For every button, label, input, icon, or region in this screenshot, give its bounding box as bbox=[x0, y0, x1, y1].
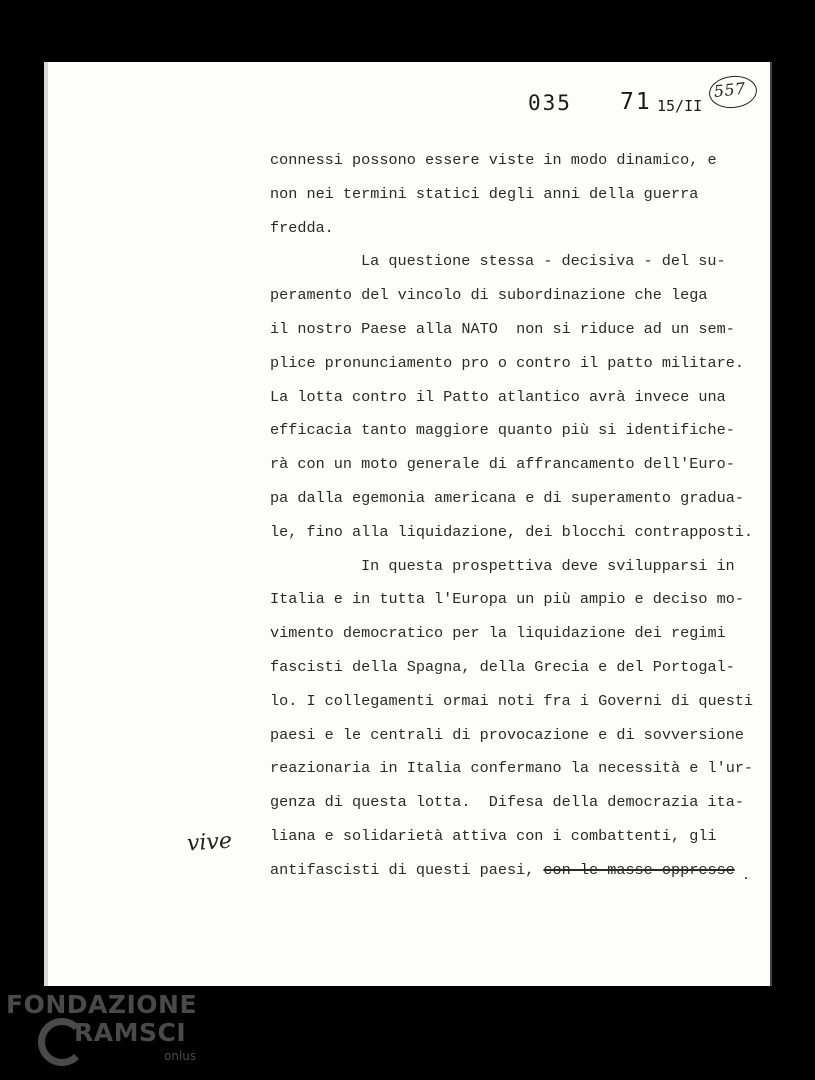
text-line: il nostro Paese alla NATO non si riduce ad un sem- bbox=[270, 319, 735, 338]
typed-text-body bbox=[270, 144, 765, 888]
text-line: pa dalla egemonia americana e di superamento gradua- bbox=[270, 488, 744, 507]
text-line: La lotta contro il Patto atlantico avrà invece una bbox=[270, 387, 726, 406]
text-line: peramento del vincolo di subordinazione che lega bbox=[270, 286, 708, 305]
text-line: paesi e le centrali di provocazione e di sovversione bbox=[270, 725, 744, 744]
page-number-035: 035 bbox=[528, 91, 572, 115]
logo-text-fondazione: FONDAZIONE bbox=[6, 990, 198, 1019]
text-line: In questa prospettiva deve svilupparsi in bbox=[361, 556, 735, 575]
text-line: genza di questa lotta. Difesa della democrazia ita- bbox=[270, 793, 744, 812]
text-line: lo. I collegamenti ormai noti fra i Governi di questi bbox=[270, 691, 754, 710]
text-line: efficacia tanto maggiore quanto più si identifiche- bbox=[270, 421, 735, 440]
text-line: La questione stessa - decisiva - del su- bbox=[361, 252, 726, 271]
text-line: vimento democratico per la liquidazione dei regimi bbox=[270, 624, 726, 643]
text-line: le, fino alla liquidazione, dei blocchi contrapposti. bbox=[270, 522, 754, 541]
fondazione-gramsci-logo bbox=[6, 990, 206, 1074]
struck-through-text: con le masse oppresse bbox=[543, 860, 735, 879]
text-line: non nei termini statici degli anni della guerra bbox=[270, 184, 699, 203]
text-line: liana e solidarietà attiva con i combattenti, gli bbox=[270, 826, 717, 845]
page-edge bbox=[44, 62, 48, 986]
text-line: fascisti della Spagna, della Grecia e del Portogal- bbox=[270, 657, 735, 676]
circled-number: 557 bbox=[712, 78, 747, 101]
last-line-text: antifascisti di questi paesi, bbox=[270, 860, 544, 879]
handwritten-margin-note: vive bbox=[186, 828, 233, 857]
page-number-15-ii: 15/II bbox=[657, 97, 703, 115]
text-line: reazionaria in Italia confermano la necessità e l'ur- bbox=[270, 759, 754, 778]
text-line-last bbox=[270, 854, 765, 888]
logo-text-gramsci: RAMSCI bbox=[74, 1018, 187, 1047]
text-line: Italia e in tutta l'Europa un più ampio e deciso mo- bbox=[270, 590, 744, 609]
stray-mark bbox=[745, 877, 747, 879]
text-line: fredda. bbox=[270, 218, 334, 237]
text-line: connessi possono essere viste in modo dinamico, e bbox=[270, 151, 717, 169]
logo-text-onlus: onlus bbox=[164, 1049, 197, 1063]
text-line: plice pronunciamento pro o contro il patto militare. bbox=[270, 353, 744, 372]
page-number-71: 71 bbox=[620, 89, 652, 115]
text-line: rà con un moto generale di affrancamento dell'Euro- bbox=[270, 455, 735, 474]
